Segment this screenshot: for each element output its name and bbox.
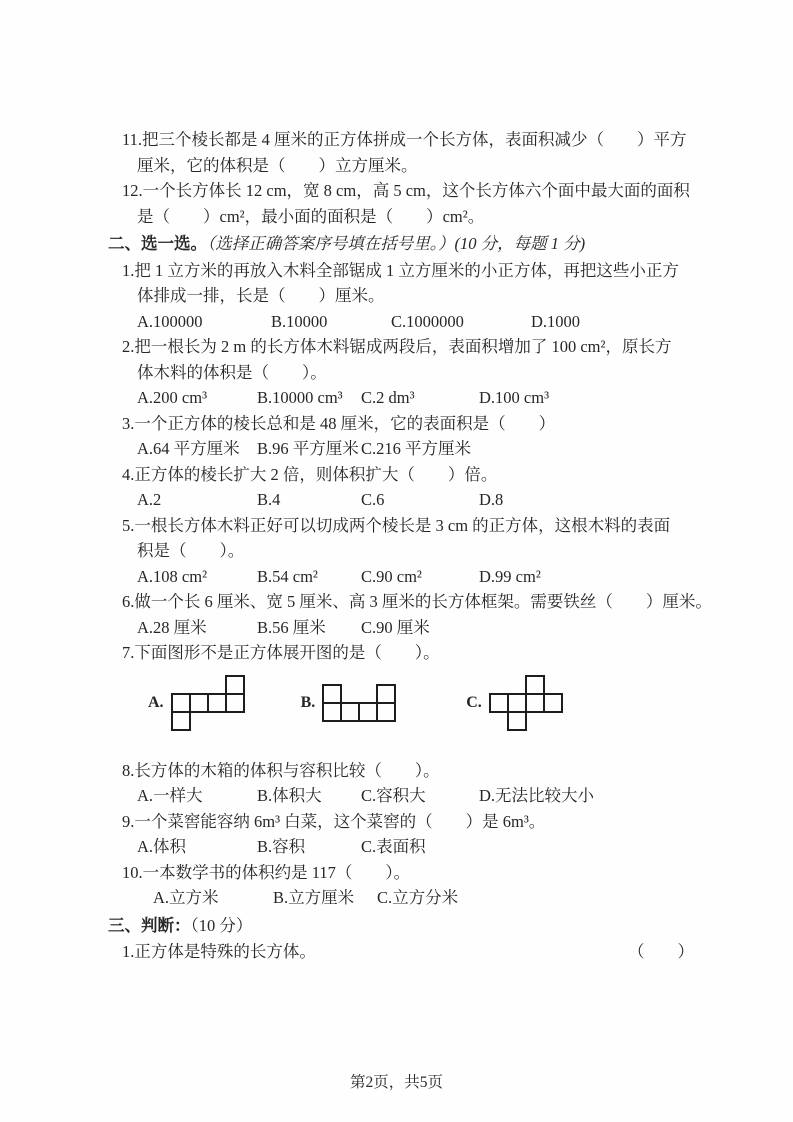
choice-2-line-2: 体木料的体积是（ ）。 [137,362,327,382]
choice-3-option-c: C.216 平方厘米 [361,439,472,458]
net-square [376,684,396,704]
choice-1-option-a: A.100000 [137,311,203,331]
choice-3-option-b: B.96 平方厘米 [257,439,359,458]
choice-5-option-d: D.99 cm² [479,566,541,586]
net-square [340,702,360,722]
choice-6-option-a: A.28 厘米 [137,617,207,637]
choice-9-option-a: A.体积 [137,837,187,856]
choice-2-option-a: A.200 cm³ [137,388,208,407]
choice-5-option-b: B.54 cm² [257,566,318,586]
judge-1 [108,939,708,965]
choice-1-line-1: 1.把 1 立方米的再放入木料全部锯成 1 立方厘米的小正方体，再把这些小正方 [122,260,679,280]
choice-5-option-a: A.108 cm² [137,566,208,586]
choice-10-option-b: B.立方厘米 [273,888,355,907]
cube-net-grid [489,675,563,731]
choice-7-line-1: 7.下面图形不是正方体展开图的是（ ）。 [122,643,440,662]
choice-9-option-c: C.表面积 [361,837,426,856]
cube-net-option-b [301,684,397,722]
choice-10-options [153,885,708,911]
choice-2-option-b: B.10000 cm³ [257,388,343,407]
net-square [189,693,209,713]
fill-in-11-line-2: 厘米，它的体积是（ ）立方厘米。 [137,155,418,175]
net-square [525,693,545,713]
choice-8 [108,758,708,809]
net-square [171,711,191,731]
net-square [225,693,245,713]
choice-9-option-b: B.容积 [257,837,306,856]
net-square [543,693,563,713]
choice-4-options [137,487,708,513]
page-number: 第2页，共5页 [349,1074,443,1091]
choice-9 [108,809,708,860]
choice-5-line-2: 积是（ ）。 [137,541,245,560]
cube-net-label: B. [300,693,316,711]
choice-1 [108,258,708,335]
choice-2-options [137,385,708,411]
net-square [322,702,342,722]
net-square [507,711,527,731]
section-judge-title: 三、判断： [108,916,191,935]
choice-8-option-c: C.容积大 [361,786,426,805]
section-judge-items [108,939,708,965]
choice-5 [108,513,708,590]
choice-8-line-1: 8.长方体的木箱的体积与容积比较（ ）。 [122,760,440,780]
fill-in-11-line-1: 11.把三个棱长都是 4 厘米的正方体拼成一个长方体，表面积减少（ ）平方 [122,130,687,149]
section-judge-header [108,913,708,940]
fill-in-12-line-1: 12.一个长方体长 12 cm，宽 8 cm，高 5 cm，这个长方体六个面中最大面的面积 [122,181,690,200]
fill-in-12-line-2: 是（ ）cm²，最小面的面积是（ ）cm²。 [137,206,485,226]
choice-10-option-a: A.立方米 [153,888,219,907]
cube-net-option-a [148,675,245,731]
choice-4-option-b: B.4 [257,490,281,509]
net-square [322,684,342,704]
choice-10-option-c: C.立方分米 [377,888,459,907]
choice-8-option-d: D.无法比较大小 [479,786,595,805]
choice-1-options [137,309,708,335]
net-square [171,693,191,713]
net-square [376,702,396,722]
cube-net-option-c [466,675,563,731]
choice-10-line-1: 10.一本数学书的体积约是 117（ ）。 [122,862,411,882]
choice-4-option-a: A.2 [137,490,162,509]
fill-in-11 [108,127,708,178]
fill-in-12 [108,178,708,229]
section-fill-in [108,127,708,229]
choice-6-option-c: C.90 厘米 [361,617,430,637]
choice-3-line-1: 3.一个正方体的棱长总和是 48 厘米，它的表面积是（ ） [122,413,556,433]
cube-net-grid [171,675,245,731]
choice-3 [108,411,708,462]
choice-1-option-d: D.1000 [531,311,581,331]
choice-1-line-2: 体排成一排，长是（ ）厘米。 [137,286,385,305]
choice-5-line-1: 5.一根长方体木料正好可以切成两个棱长是 3 cm 的正方体，这根木料的表面 [122,515,671,535]
choice-4 [108,462,708,513]
net-square [489,693,509,713]
choice-1-option-b: B.10000 [271,311,328,331]
cube-net-label: A. [148,693,164,711]
choice-8-option-a: A.一样大 [137,786,203,805]
net-square [525,675,545,695]
choice-2-option-c: C.2 dm³ [361,388,415,407]
cube-net-figures [148,674,708,732]
net-square [207,693,227,713]
choice-4-option-d: D.8 [479,490,504,509]
choice-1-option-c: C.1000000 [391,311,464,331]
choice-8-options [137,783,708,809]
net-square [358,702,378,722]
choice-4-line-1: 4.正方体的棱长扩大 2 倍，则体积扩大（ ）倍。 [122,464,498,484]
choice-6 [108,589,712,640]
section-choice-questions [108,258,712,911]
choice-7 [108,640,708,732]
choice-3-options [137,436,708,462]
section-judge-score: （10 分） [190,915,253,935]
choice-6-line-1: 6.做一个长 6 厘米、宽 5 厘米、高 3 厘米的长方体框架。需要铁丝（ ）厘米。 [122,592,712,611]
section-choice-note: （选择正确答案序号填在括号里。） [207,234,455,253]
choice-6-option-b: B.56 厘米 [257,617,326,637]
choice-8-option-b: B.体积大 [257,786,322,805]
choice-9-options [137,834,708,860]
judge-1-text: 1.正方体是特殊的长方体。 [122,942,316,961]
cube-net-label: C. [466,693,482,711]
choice-2-line-1: 2.把一根长为 2 m 的长方体木料锯成两段后，表面积增加了 100 cm²，原长方 [122,337,672,356]
choice-5-options [137,564,708,590]
choice-5-option-c: C.90 cm² [361,566,422,586]
choice-2-option-d: D.100 cm³ [479,388,550,407]
choice-9-line-1: 9.一个菜窖能容纳 6m³ 白菜，这个菜窖的（ ）是 6m³。 [122,811,546,831]
net-square [225,675,245,695]
cube-net-grid [322,684,396,722]
choice-3-option-a: A.64 平方厘米 [137,439,240,458]
section-choice-score: (10 分，每题 1 分) [454,234,586,253]
exam-content [108,127,712,965]
section-choice-header [108,231,708,258]
choice-2 [108,334,708,411]
choice-6-options [137,615,708,641]
judge-1-answer-blank: （ ） [628,942,694,961]
net-square [507,693,527,713]
section-choice-title: 二、选一选。 [108,235,207,253]
choice-4-option-c: C.6 [361,490,385,509]
choice-10 [108,860,708,911]
